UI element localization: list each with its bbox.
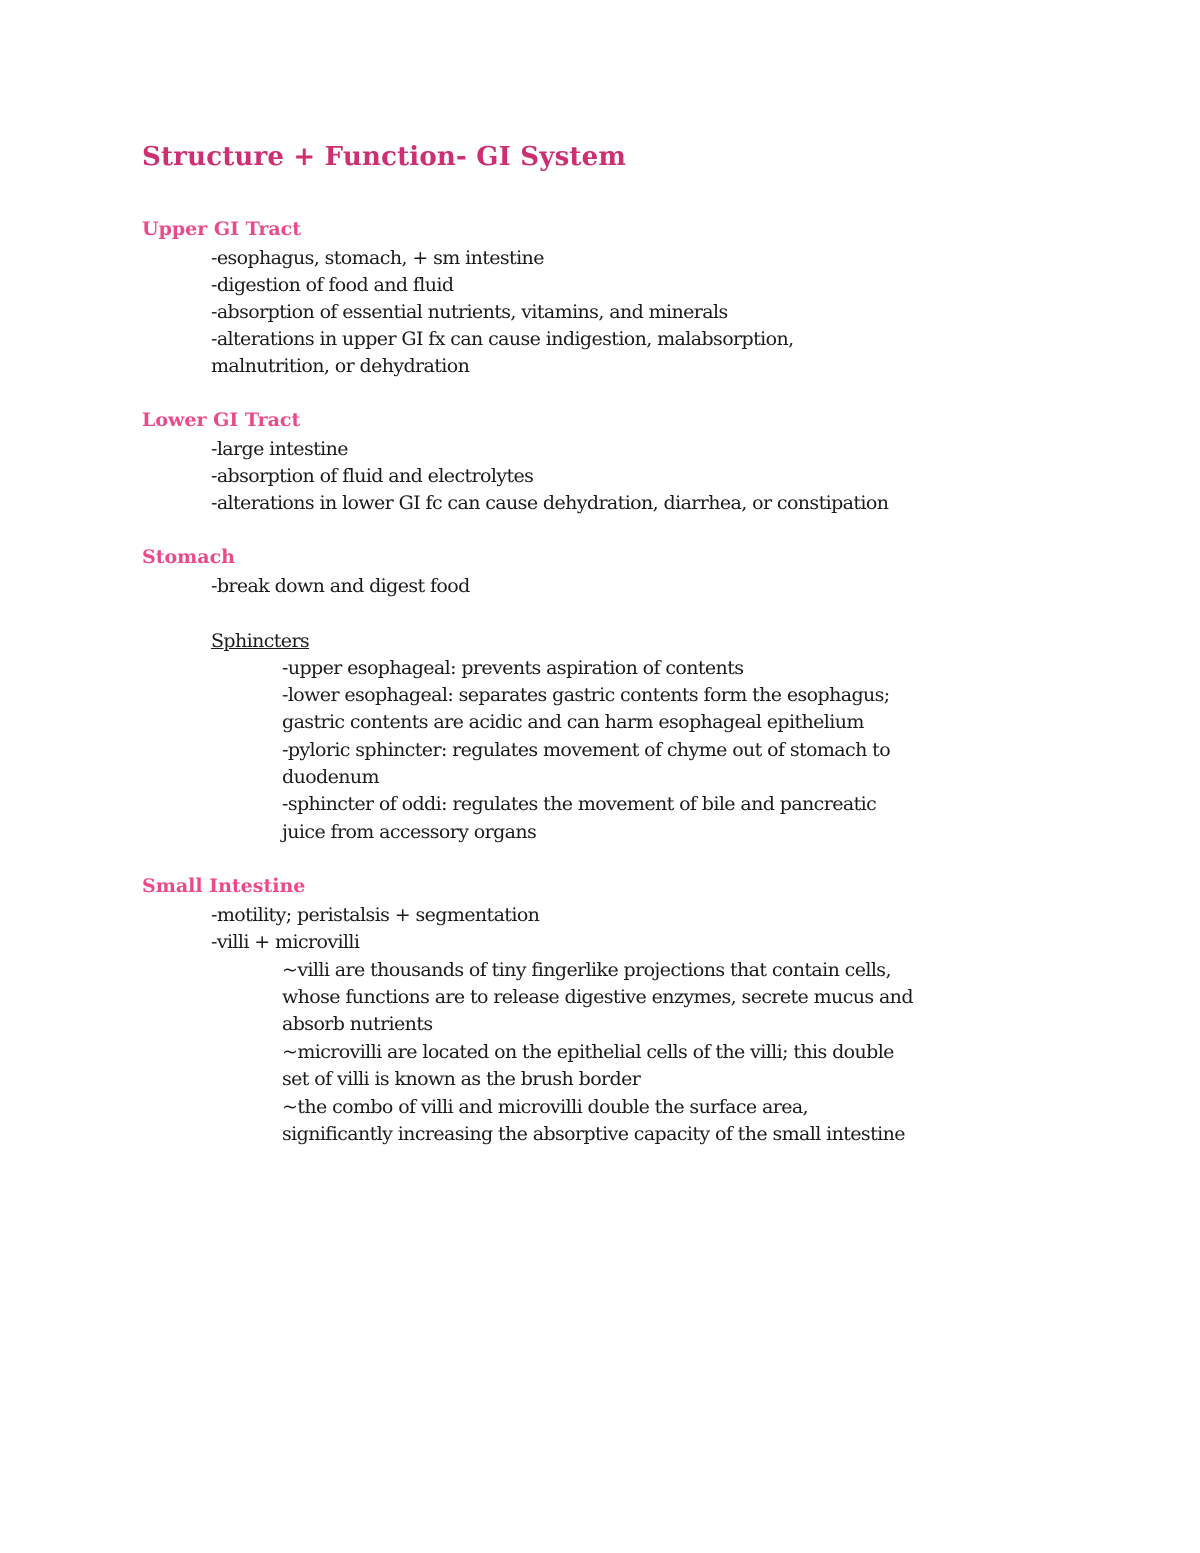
heading-upper-gi-tract: Upper GI Tract	[142, 218, 302, 240]
heading-small-intestine: Small Intestine	[142, 875, 306, 897]
sphincter-line: gastric contents are acidic and can harm esophageal epithelium	[282, 711, 864, 733]
sphincter-line: -upper esophageal: prevents aspiration of contents	[282, 657, 744, 679]
subheading-sphincters: Sphincters	[211, 630, 310, 652]
page-title: Structure + Function- GI System	[142, 142, 627, 172]
upper-gi-line: -absorption of essential nutrients, vitamins, and minerals	[211, 301, 728, 323]
sphincter-line: juice from accessory organs	[282, 821, 537, 843]
upper-gi-line: malnutrition, or dehydration	[211, 355, 470, 377]
small-intestine-line: -motility; peristalsis + segmentation	[211, 904, 540, 926]
villi-line: absorb nutrients	[282, 1013, 433, 1035]
sphincter-line: -lower esophageal: separates gastric contents form the esophagus;	[282, 684, 890, 706]
small-intestine-line: -villi + microvilli	[211, 931, 360, 953]
heading-lower-gi-tract: Lower GI Tract	[142, 409, 301, 431]
villi-line: set of villi is known as the brush border	[282, 1068, 641, 1090]
villi-line: ~villi are thousands of tiny fingerlike projections that contain cells,	[282, 959, 891, 981]
villi-line: ~microvilli are located on the epithelial cells of the villi; this double	[282, 1041, 894, 1063]
villi-line: significantly increasing the absorptive capacity of the small intestine	[282, 1123, 905, 1145]
heading-stomach: Stomach	[142, 546, 235, 568]
upper-gi-line: -alterations in upper GI fx can cause indigestion, malabsorption,	[211, 328, 794, 350]
lower-gi-line: -alterations in lower GI fc can cause dehydration, diarrhea, or constipation	[211, 492, 889, 514]
stomach-line: -break down and digest food	[211, 575, 470, 597]
sphincter-line: -pyloric sphincter: regulates movement of chyme out of stomach to	[282, 739, 891, 761]
sphincter-line: duodenum	[282, 766, 379, 788]
villi-line: ~the combo of villi and microvilli double the surface area,	[282, 1096, 809, 1118]
lower-gi-line: -large intestine	[211, 438, 348, 460]
lower-gi-line: -absorption of fluid and electrolytes	[211, 465, 534, 487]
villi-line: whose functions are to release digestive enzymes, secrete mucus and	[282, 986, 913, 1008]
upper-gi-line: -esophagus, stomach, + sm intestine	[211, 247, 544, 269]
sphincter-line: -sphincter of oddi: regulates the movement of bile and pancreatic	[282, 793, 877, 815]
upper-gi-line: -digestion of food and fluid	[211, 274, 454, 296]
